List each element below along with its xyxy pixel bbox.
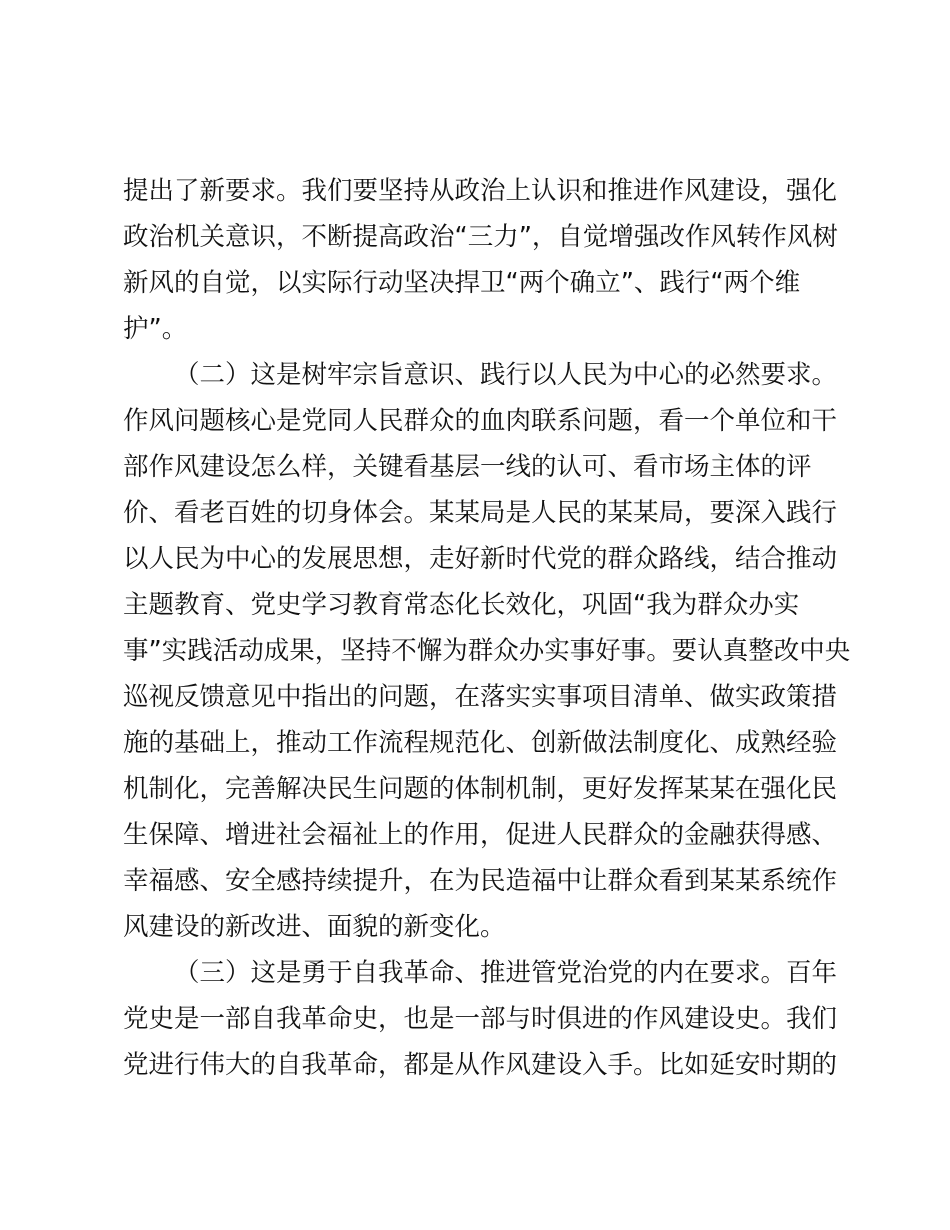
- text-line: 新风的自觉，以实际行动坚决捍卫“两个确立”、践行“两个维: [123, 268, 801, 298]
- text-line: 价、看老百姓的切身体会。某某局是人民的某某局，要深入践行: [123, 498, 838, 528]
- text-line: 部作风建设怎么样，关键看基层一线的认可、看市场主体的评: [123, 452, 812, 482]
- text-line: 以人民为中心的发展思想，走好新时代党的群众路线，结合推动: [123, 544, 838, 574]
- text-line: 党进行伟大的自我革命，都是从作风建设入手。比如延安时期的: [123, 1050, 838, 1080]
- text-line: 生保障、增进社会福祉上的作用，促进人民群众的金融获得感、: [123, 820, 838, 850]
- text-line: 作风问题核心是党同人民群众的血肉联系问题，看一个单位和干: [123, 406, 838, 436]
- text-line: 施的基础上，推动工作流程规范化、创新做法制度化、成熟经验: [123, 728, 838, 758]
- text-line: 政治机关意识，不断提高政治“三力”，自觉增强改作风转作风树: [123, 222, 838, 252]
- text-line: 提出了新要求。我们要坚持从政治上认识和推进作风建设，强化: [123, 176, 838, 206]
- text-line: 主题教育、党史学习教育常态化长效化，巩固“我为群众办实: [123, 590, 800, 620]
- text-line: 党史是一部自我革命史，也是一部与时俱进的作风建设史。我们: [123, 1004, 838, 1034]
- text-line: 机制化，完善解决民生问题的体制机制，更好发挥某某在强化民: [123, 774, 838, 804]
- section-heading-line: （二）这是树牢宗旨意识、践行以人民为中心的必然要求。: [174, 360, 838, 390]
- text-line: 事”实践活动成果，坚持不懈为群众办实事好事。要认真整改中央: [123, 636, 851, 666]
- text-line: 风建设的新改进、面貌的新变化。: [123, 912, 506, 942]
- section-heading-line: （三）这是勇于自我革命、推进管党治党的内在要求。百年: [174, 958, 838, 988]
- text-line: 巡视反馈意见中指出的问题，在落实实事项目清单、做实政策措: [123, 682, 838, 712]
- text-line: 护”。: [123, 314, 188, 344]
- body-text: [123, 168, 851, 1088]
- text-line: 幸福感、安全感持续提升，在为民造福中让群众看到某某系统作: [123, 866, 838, 896]
